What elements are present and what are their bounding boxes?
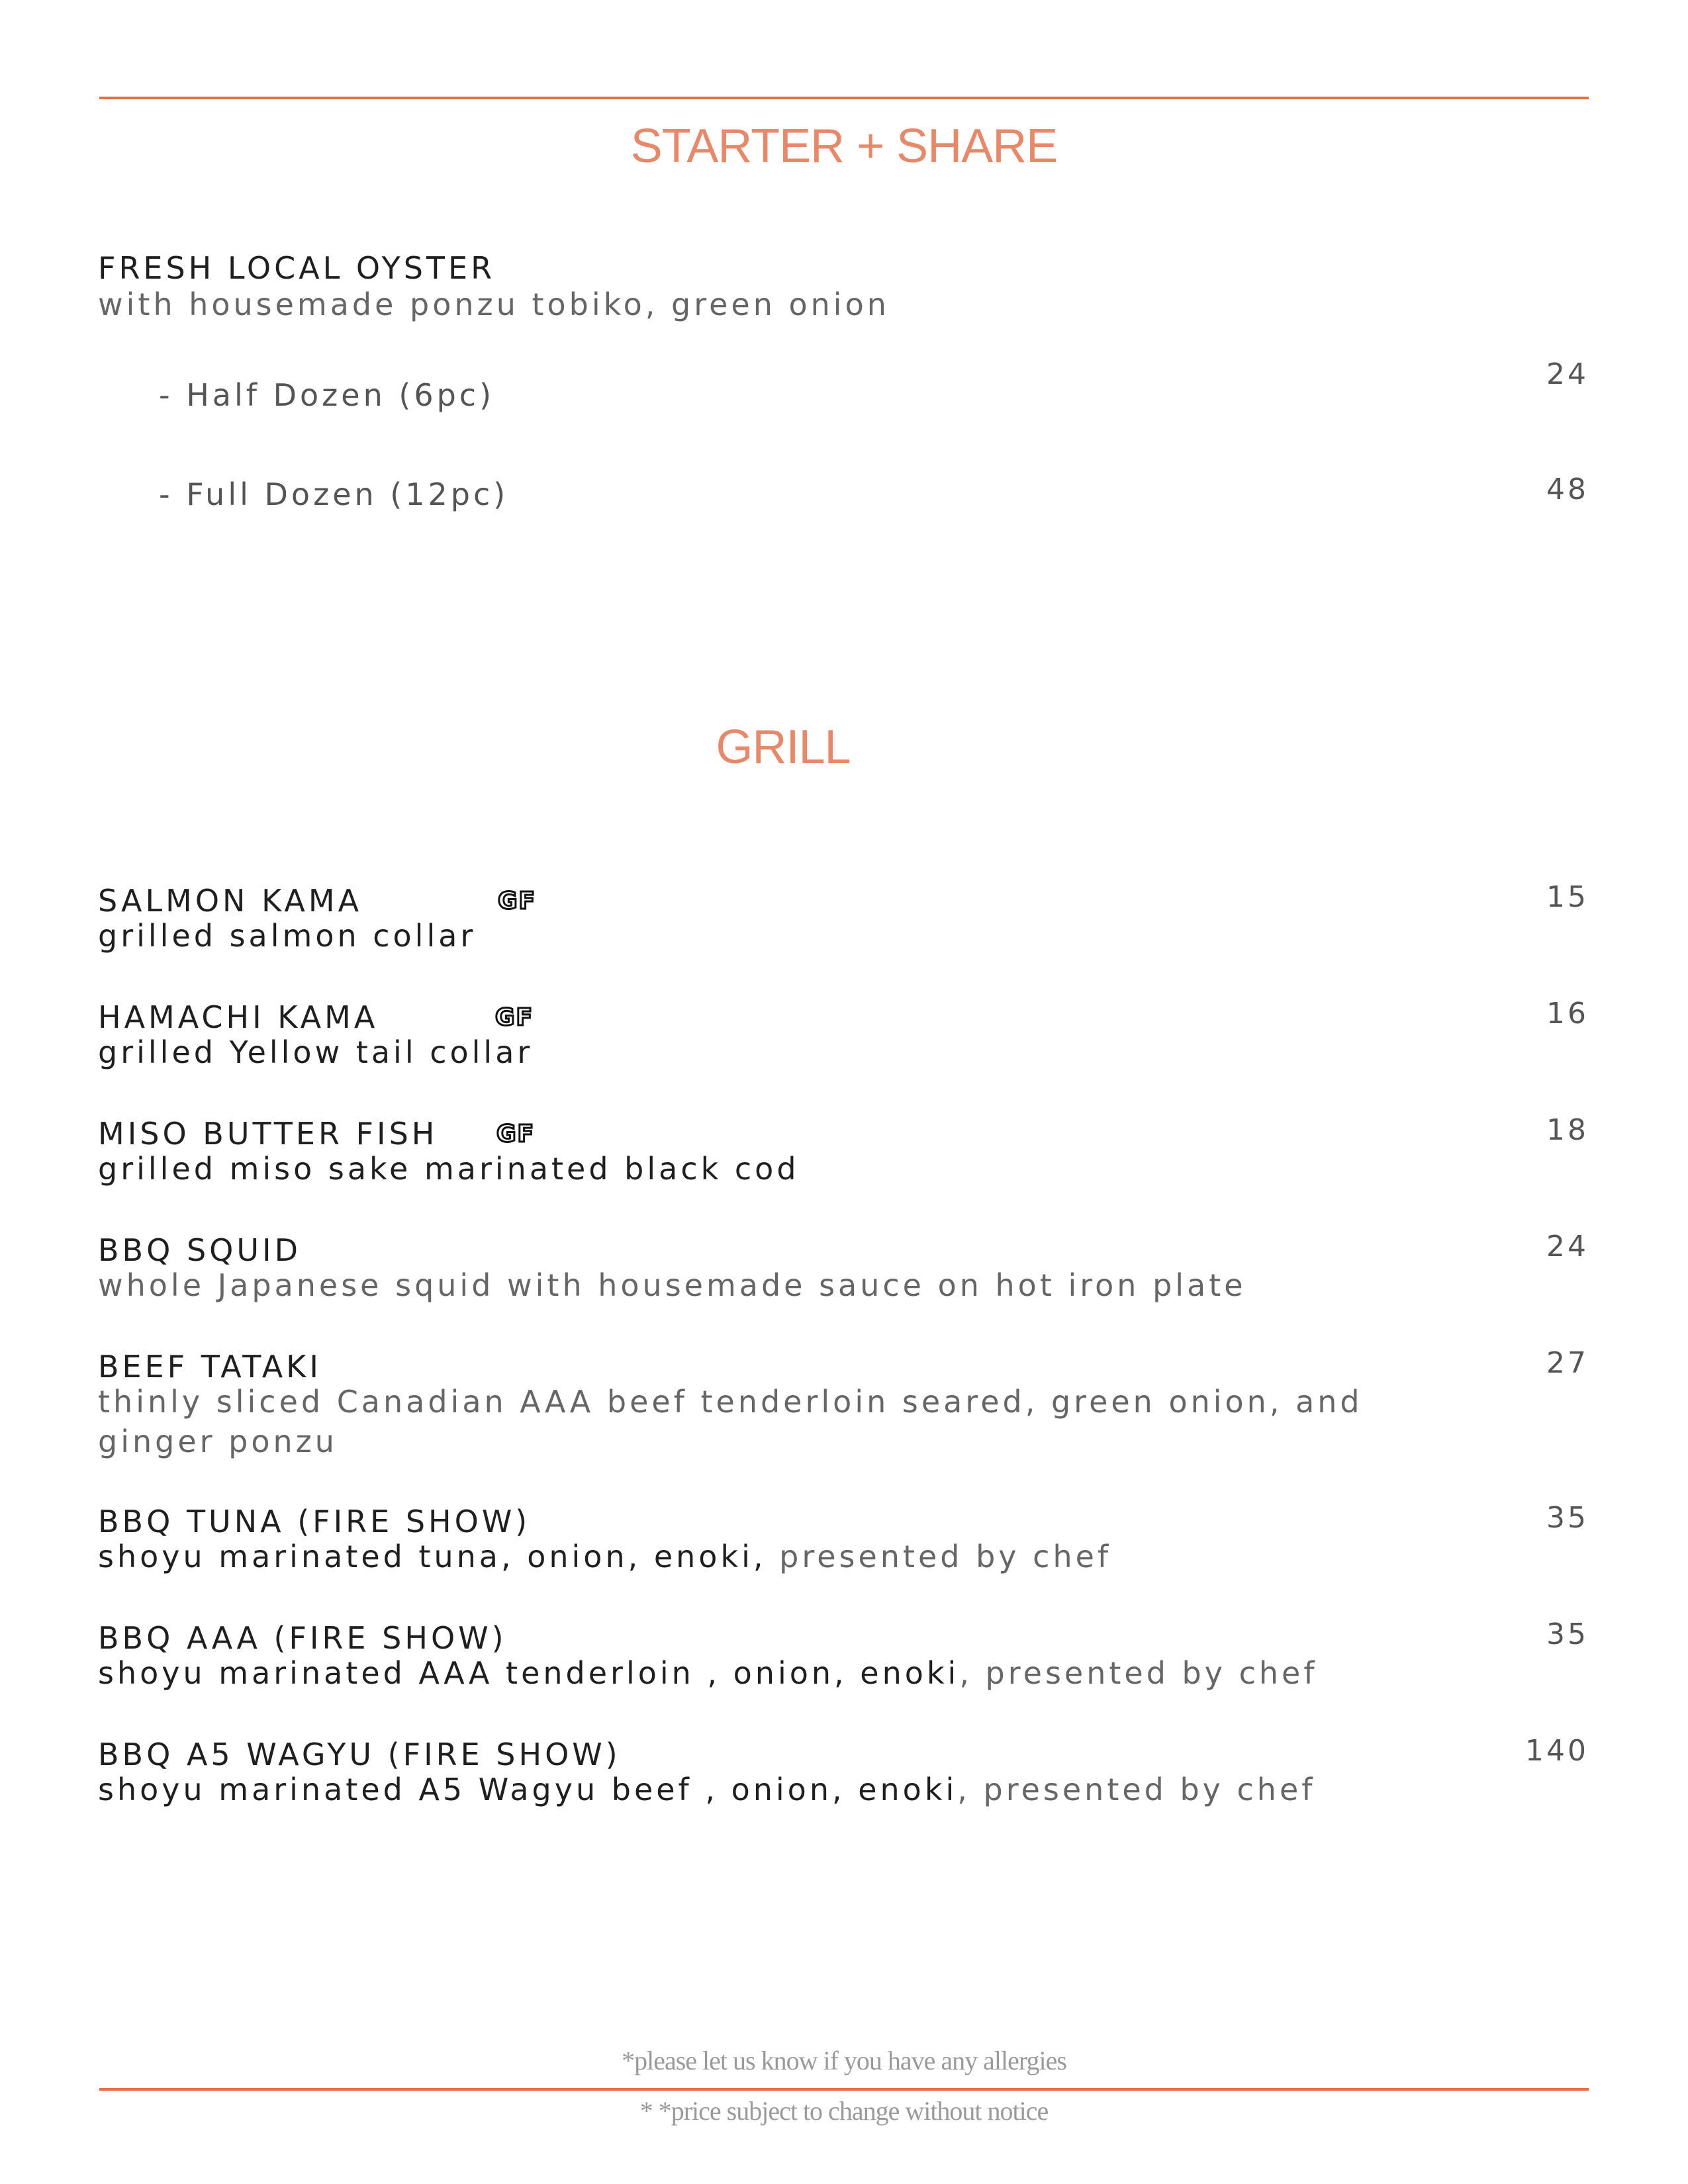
item-desc-bbq-aaa-suffix: , presented by chef: [959, 1655, 1318, 1691]
option-full-dozen: - Full Dozen (12pc): [159, 477, 509, 512]
top-divider: [99, 97, 1589, 99]
item-name-hamachi-kama: HAMACHI KAMA: [98, 999, 379, 1035]
price-half-dozen: 24: [1546, 357, 1589, 391]
gf-badge-icon: GF: [496, 1120, 536, 1148]
item-desc-bbq-aaa-main: shoyu marinated AAA tenderloin , onion, enoki: [98, 1655, 960, 1691]
item-name-salmon-kama: SALMON KAMA: [98, 883, 363, 919]
price-full-dozen: 48: [1546, 473, 1589, 506]
item-desc-oyster: with housemade ponzu tobiko, green onion: [98, 287, 890, 322]
section-title-grill-text: GRILL: [716, 721, 851, 774]
item-desc-bbq-tuna-main: shoyu marinated tuna, onion, enoki,: [98, 1539, 767, 1574]
item-desc-hamachi-kama: grilled Yellow tail collar: [98, 1034, 534, 1070]
section-title-grill: [0, 720, 1688, 774]
item-name-bbq-aaa: BBQ AAA (FIRE SHOW): [98, 1620, 507, 1656]
price-hamachi-kama: 16: [1546, 997, 1589, 1030]
item-name-miso-butter-fish: MISO BUTTER FISH: [98, 1116, 438, 1152]
price-bbq-squid: 24: [1546, 1230, 1589, 1263]
price-note: * *price subject to change without notice: [639, 2096, 1049, 2126]
item-desc-bbq-a5-wagyu-suffix: , presented by chef: [957, 1772, 1316, 1807]
item-desc-salmon-kama: grilled salmon collar: [98, 918, 477, 954]
item-desc-bbq-squid: whole Japanese squid with housemade sauce on hot iron plate: [98, 1267, 1246, 1303]
gf-badge-icon: GF: [498, 887, 537, 915]
bottom-divider: [99, 2088, 1589, 2091]
price-bbq-a5-wagyu: 140: [1525, 1734, 1589, 1768]
item-desc-beef-tataki-line2: ginger ponzu: [98, 1424, 338, 1459]
section-title-starter: STARTER + SHARE: [630, 120, 1058, 173]
price-bbq-tuna: 35: [1546, 1501, 1589, 1535]
price-bbq-aaa: 35: [1546, 1617, 1589, 1651]
item-desc-bbq-a5-wagyu-main: shoyu marinated A5 Wagyu beef , onion, enoki: [98, 1772, 958, 1807]
item-name-bbq-a5-wagyu: BBQ A5 WAGYU (FIRE SHOW): [98, 1737, 621, 1772]
allergy-note: *please let us know if you have any allergies: [622, 2046, 1066, 2075]
price-miso-butter-fish: 18: [1546, 1113, 1589, 1147]
item-desc-miso-butter-fish: grilled miso sake marinated black cod: [98, 1151, 800, 1187]
item-desc-beef-tataki-line1: thinly sliced Canadian AAA beef tenderloin seared, green onion, and: [98, 1384, 1363, 1420]
item-desc-bbq-a5-wagyu: [98, 1770, 1315, 1809]
item-desc-bbq-aaa: [98, 1653, 1318, 1693]
item-desc-bbq-tuna: [98, 1537, 1111, 1576]
item-name-bbq-tuna: BBQ TUNA (FIRE SHOW): [98, 1504, 531, 1539]
option-half-dozen: - Half Dozen (6pc): [159, 377, 495, 413]
price-salmon-kama: 15: [1546, 880, 1589, 914]
price-beef-tataki: 27: [1546, 1346, 1589, 1380]
item-name-bbq-squid: BBQ SQUID: [98, 1232, 302, 1268]
item-name-beef-tataki: BEEF TATAKI: [98, 1349, 322, 1385]
item-name-oyster: FRESH LOCAL OYSTER: [98, 250, 496, 286]
item-desc-bbq-tuna-suffix: presented by chef: [766, 1539, 1112, 1574]
gf-badge-icon: GF: [495, 1004, 534, 1031]
